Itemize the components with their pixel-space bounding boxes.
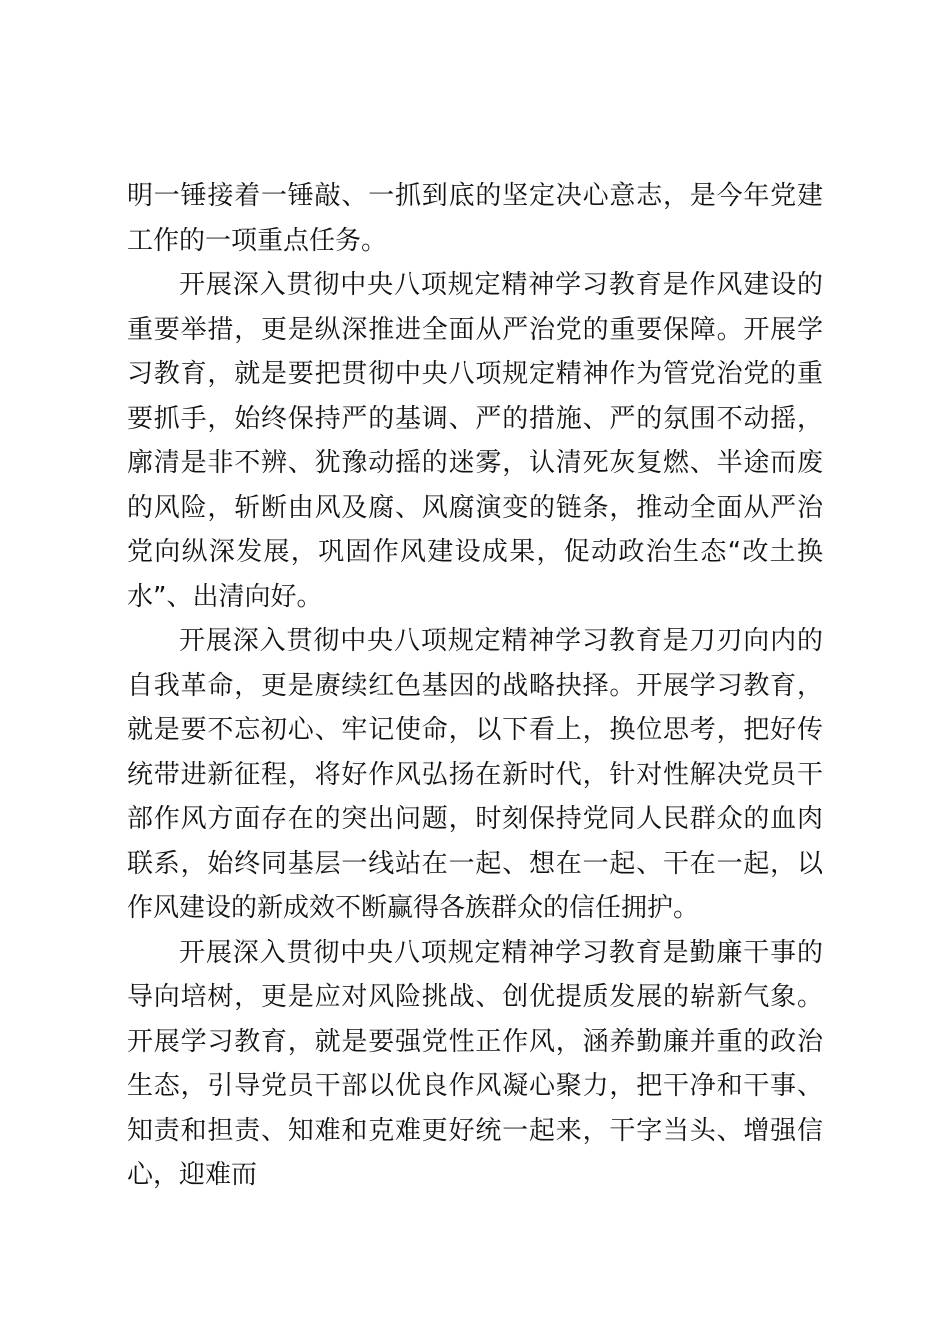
paragraph-self-revolution: 开展深入贯彻中央八项规定精神学习教育是刀刃向内的自我革命，更是赓续红色基因的战略抉择。开展学习教育，就是要不忘初心、牢记使命，以下看上，换位思考，把好传统带进新征程，将好作风弘扬在新时代，针对性解决党员干部作风方面存在的突出问题，时刻保持党同人民群众的血肉联系，始终同基层一线站在一起、想在一起、干在一起，以作风建设的新成效不断赢得各族群众的信任拥护。	[127, 626, 823, 923]
paragraph-work-style-measures: 开展深入贯彻中央八项规定精神学习教育是作风建设的重要举措，更是纵深推进全面从严治党的重要保障。开展学习教育，就是要把贯彻中央八项规定精神作为管党治党的重要抓手，始终保持严的基调、严的措施、严的氛围不动摇，廓清是非不辨、犹豫动摇的迷雾，认清死灰复燃、半途而废的风险，斩断由风及腐、风腐演变的链条，推动全面从严治党向纵深发展，巩固作风建设成果，促动政治生态“改土换水”、出清向好。	[127, 270, 823, 612]
document-body	[127, 174, 823, 1198]
paragraph-diligence-integrity: 开展深入贯彻中央八项规定精神学习教育是勤廉干事的导向培树，更是应对风险挑战、创优提质发展的崭新气象。开展学习教育，就是要强党性正作风，涵养勤廉并重的政治生态，引导党员干部以优良作风凝心聚力，把干净和干事、知责和担责、知难和克难更好统一起来，干字当头、增强信心，迎难而	[127, 937, 823, 1190]
paragraph-continued: 明一锤接着一锤敲、一抓到底的坚定决心意志，是今年党建工作的一项重点任务。	[127, 181, 823, 256]
